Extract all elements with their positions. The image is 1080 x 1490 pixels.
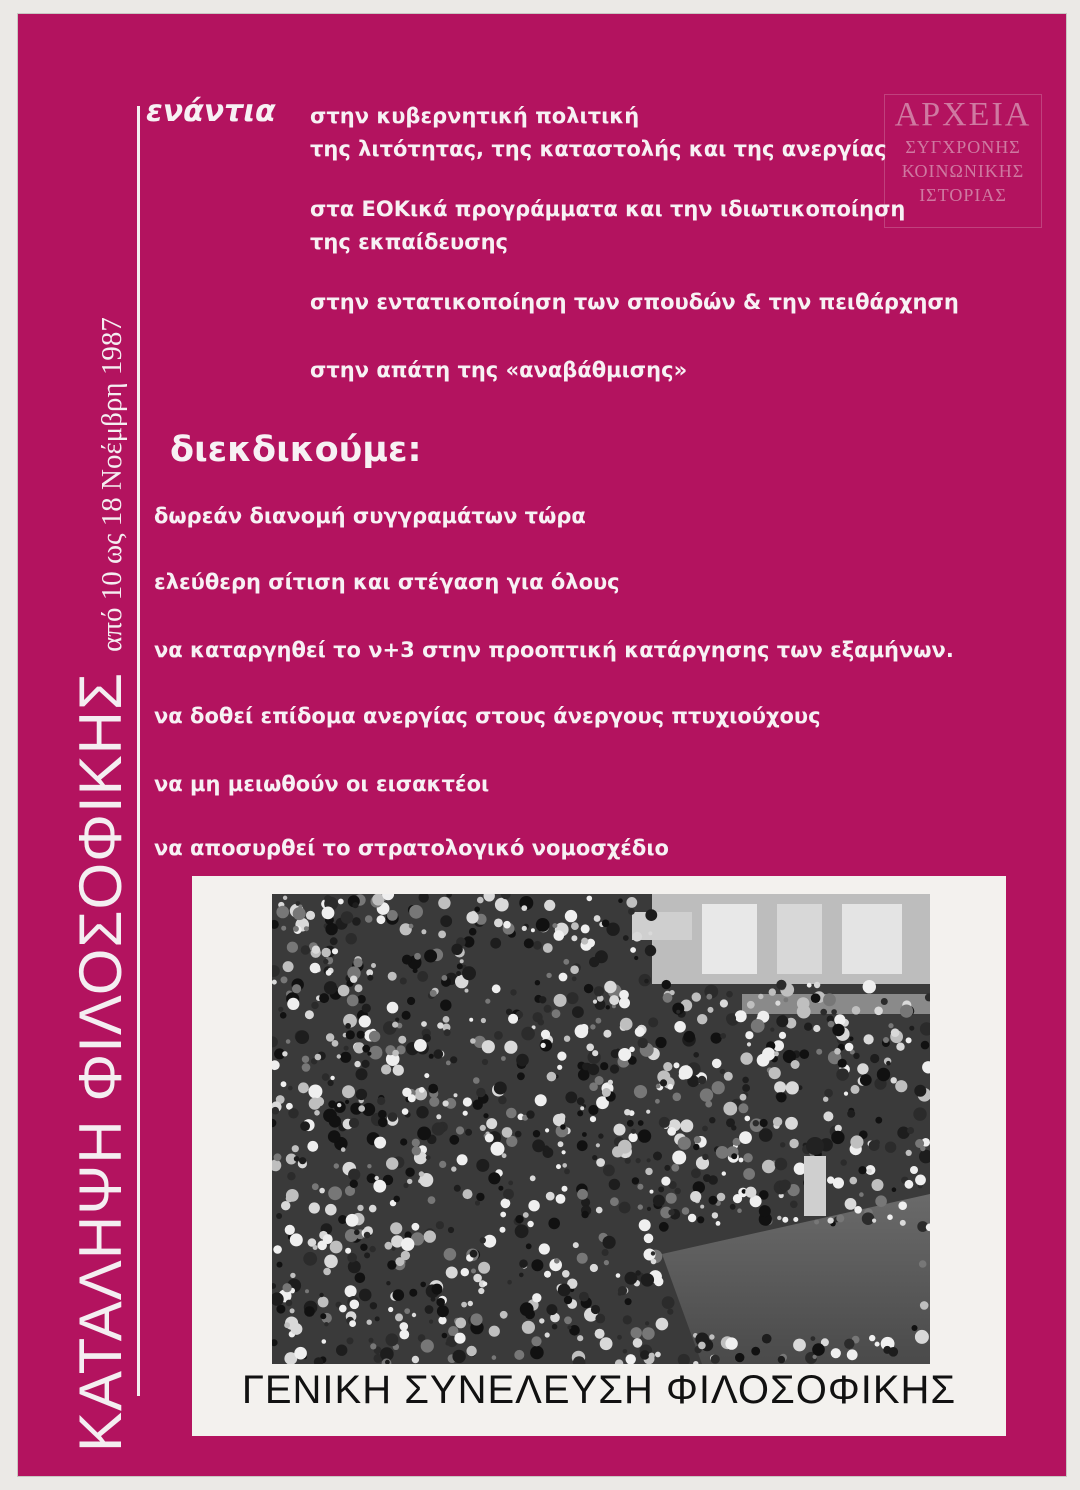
archive-stamp-line: ΣΥΓΧΡΟΝΗΣ <box>905 137 1021 157</box>
against-item: της εκπαίδευσης <box>310 230 508 254</box>
archive-stamp-line: ΑΡΧΕΙΑ <box>894 96 1032 133</box>
vertical-title <box>66 317 135 1452</box>
demand-item: ελεύθερη σίτιση και στέγαση για όλους <box>154 570 620 594</box>
poster-title: ΚΑΤΑΛΗΨΗ ΦΙΛΟΣΟΦΙΚΗΣ <box>67 671 134 1452</box>
against-item: της λιτότητας, της καταστολής και της ανεργίας <box>310 137 887 161</box>
against-item: στην εντατικοποίηση των σπουδών & την πειθάρχηση <box>310 290 959 314</box>
archive-stamp-line: ΙΣΤΟΡΙΑΣ <box>919 185 1007 205</box>
demand-item: να μη μειωθούν οι εισακτέοι <box>154 772 490 796</box>
demand-item: να δοθεί επίδομα ανεργίας στους άνεργους πτυχιούχους <box>154 704 821 728</box>
photo-caption: ΓΕΝΙΚΗ ΣΥΝΕΛΕΥΣΗ ΦΙΛΟΣΟΦΙΚΗΣ <box>241 1368 957 1412</box>
vertical-divider <box>137 106 140 1396</box>
archive-watermark <box>884 94 1042 228</box>
poster <box>18 14 1066 1476</box>
against-item: στην κυβερνητική πολιτική <box>310 104 640 128</box>
against-item: στα ΕΟΚικά προγράμματα και την ιδιωτικοποίηση <box>310 197 906 221</box>
against-item: στην απάτη της «αναβάθμισης» <box>310 358 688 382</box>
crowd-photo-graphic <box>272 894 930 1364</box>
photo-frame <box>192 876 1006 1436</box>
poster-dates: από 10 ως 18 Νοέμβρη 1987 <box>96 317 128 652</box>
demand-item: δωρεάν διανομή συγγραμάτων τώρα <box>154 504 586 528</box>
demand-item: να αποσυρθεί το στρατολογικό νομοσχέδιο <box>154 836 669 860</box>
archive-stamp-line: ΚΟΙΝΩΝΙΚΗΣ <box>901 161 1025 181</box>
demand-item: να καταργηθεί το ν+3 στην προοπτική κατάργησης των εξαμήνων. <box>154 638 954 662</box>
demand-heading: διεκδικούμε: <box>170 430 422 470</box>
against-heading: ενάντια <box>146 94 276 129</box>
assembly-photo <box>272 894 930 1364</box>
